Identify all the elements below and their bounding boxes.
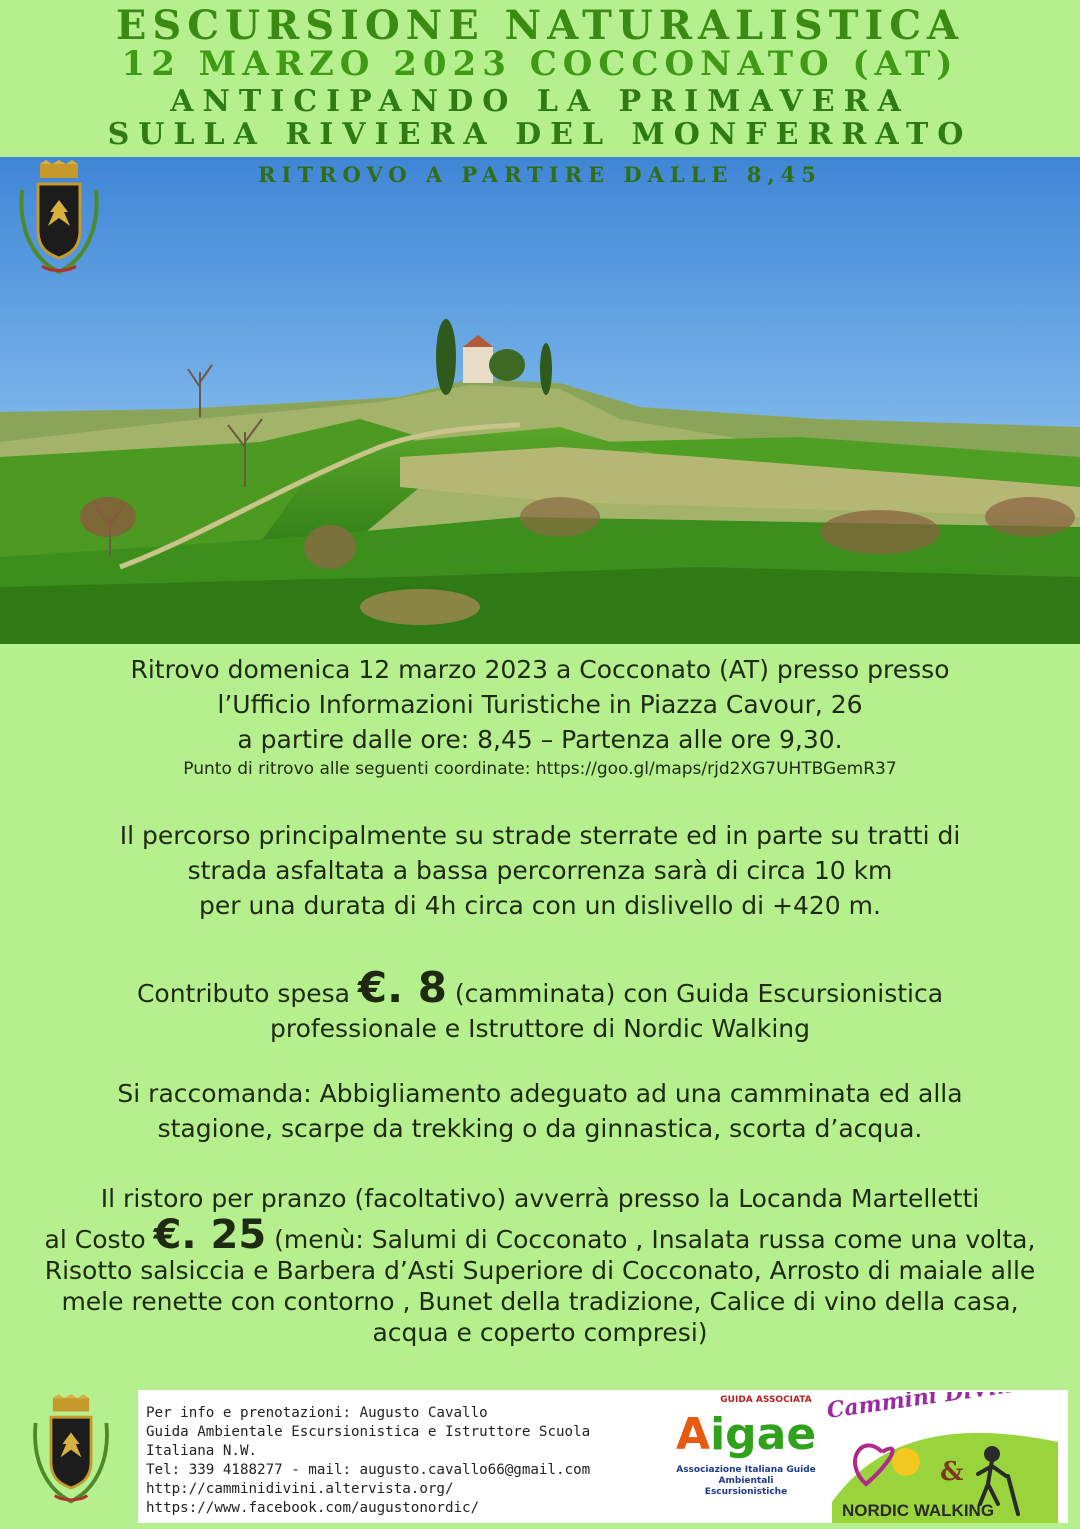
route-info [20,818,1060,923]
route-line-2: strada asfaltata a bassa percorrenza sarà di circa 10 km [187,856,893,885]
aigae-tag: GUIDA ASSOCIATA [720,1395,812,1405]
cost-line-2: professionale e Istruttore di Nordic Walking [269,1014,811,1043]
meeting-line-2: l’Ufficio Informazioni Turistiche in Piazza Cavour, 26 [217,690,863,719]
cost-price: €. 8 [357,963,447,1012]
meeting-info [20,652,1060,781]
route-line-1: Il percorso principalmente su strade sterrate ed in parte su tratti di [119,821,961,850]
lunch-price: €. 25 [153,1212,267,1258]
cost-post: (camminata) con Guida Escursionistica [446,979,944,1008]
advice-line-1: Si raccomanda: Abbigliamento adeguato ad una camminata ed alla [117,1079,963,1108]
title-line-4: SULLA RIVIERA DEL MONFERRATO [107,117,973,152]
town-crest-bottom [28,1388,114,1520]
lunch-line-4: mele renette con contorno , Bunet della tradizione, Calice di vino della casa, [61,1287,1019,1316]
meeting-coordinates[interactable]: Punto di ritrovo alle seguenti coordinate: https://goo.gl/maps/rjd2XG7UHTBGemR37 [183,759,897,779]
meeting-line-1: Ritrovo domenica 12 marzo 2023 a Cocconato (AT) presso presso [130,655,950,684]
contact-info [146,1404,666,1518]
meeting-time-banner: RITROVO A PARTIRE DALLE 8,45 [258,162,822,187]
advice-line-2: stagione, scarpe da trekking o da ginnastica, scorta d’acqua. [157,1114,923,1143]
aigae-wordmark: Aigae [676,1409,817,1460]
lunch-pre: al Costo [44,1225,154,1254]
cammini-divini-logo [822,1392,1068,1523]
title-line-1: ESCURSIONE NATURALISTICA [115,2,965,49]
contact-line-2: Guida Ambientale Escursionistica e Istruttore Scuola Italiana N.W. [146,1424,591,1459]
town-crest-top [14,160,104,285]
cammini-title: Cammini DiVini [825,1392,1023,1424]
crest-icon [28,1388,114,1520]
lunch-line-3: Risotto salsiccia e Barbera d’Asti Superiore di Cocconato, Arrosto di maiale alle [44,1256,1036,1285]
route-line-3: per una durata di 4h circa con un dislivello di +420 m. [199,891,881,920]
nordic-walking-label: NORDIC WALKING [842,1501,995,1520]
lunch-info [20,1183,1060,1348]
aigae-sub-1: Associazione Italiana Guide [676,1465,816,1475]
cost-pre: Contributo spesa [136,979,358,1008]
cammini-amp: & [940,1457,964,1487]
advice-info [20,1076,1060,1146]
landscape-illustration [0,157,1080,644]
contact-facebook-link[interactable]: https://www.facebook.com/augustonordic/ [146,1500,480,1516]
title-line-3: ANTICIPANDO LA PRIMAVERA [170,84,910,119]
cost-info [20,963,1060,1046]
meeting-line-3: a partire dalle ore: 8,45 – Partenza alle ore 9,30. [237,725,843,754]
lunch-line-5: acqua e coperto compresi) [372,1318,708,1347]
contact-phone-email[interactable]: Tel: 339 4188277 - mail: augusto.cavallo66@gmail.com [146,1462,591,1478]
contact-website-link[interactable]: http://camminidivini.altervista.org/ [146,1481,454,1497]
landscape-photo [0,157,1080,644]
aigae-logo [676,1395,816,1525]
contact-line-1: Per info e prenotazioni: Augusto Cavallo [146,1405,488,1421]
poster-header [0,0,1080,157]
aigae-sub-2: Ambientali Escursionistiche [704,1476,788,1497]
title-line-2: 12 MARZO 2023 COCCONATO (AT) [121,44,959,84]
lunch-line-1: Il ristoro per pranzo (facoltativo) avverrà presso la Locanda Martelletti [100,1184,980,1213]
crest-icon [14,160,104,285]
nordic-walking-icon [822,1392,1068,1523]
lunch-post: (menù: Salumi di Cocconato , Insalata russa come una volta, [266,1225,1036,1254]
